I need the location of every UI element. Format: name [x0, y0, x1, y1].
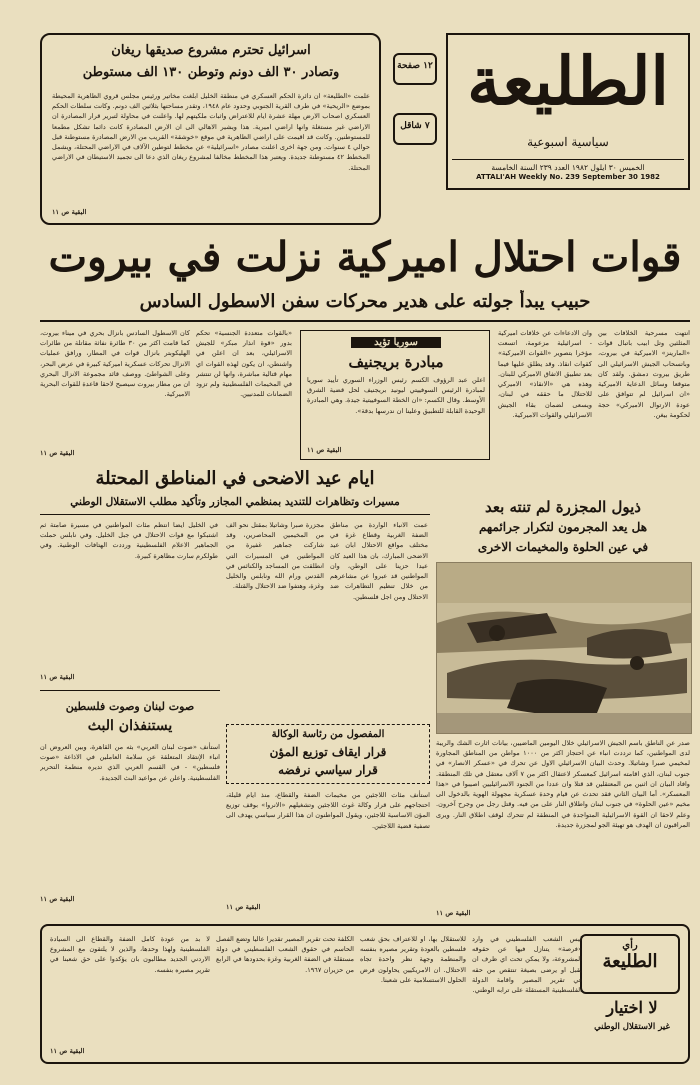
eid-headline: ايام عيد الاضحى في المناطق المحتلة — [95, 468, 375, 489]
main-more: البقية ص ١١ — [40, 449, 75, 457]
pages-count-box — [393, 53, 437, 85]
editorial-logo-top: رأي — [622, 940, 638, 951]
voice-more: البقية ص ١١ — [40, 895, 75, 903]
price-box — [393, 113, 437, 145]
syria-more: البقية ص ١١ — [307, 446, 342, 454]
unrwa-body: استأنف مئات اللاجئين من مخيمات الضفة والقطاع، منذ ايام قليلة، احتجاجهم على قرار وكالة غوث اللاجئين وتشغيلهم «الانروا» بوقف توزيع المؤن الاساسية للاجئين، ويقول المواطنون ان هذا القرار سياسي يهدف الى تصفية قضية اللاجئين. — [226, 791, 430, 830]
main-col-1: انتهت مسرحية الخلافات بين المثلثين وتل ابيب باتبال قوات «المارينز» الاميركية في بيروت، وباتسحاب الجيش الاسرائيلي الى طريق بيروت دمشق. ولقد كان متوقعا وسائل الدعاية الاميركية «ان اسرائيل لم تتوافق على عودة الارتوال الاميركي» حجة لحكومة بيغن. — [598, 329, 690, 419]
editorial-col-2: للاستقلال بها، او للاعتراف بحق شعب فلسطين بالعودة وتقرير مصيره بنفسه والمنظمة وجهة نظر واحدة تجاه الاحتلال. ان الامريكيين يحاولون فرض الحلول الاستسلامية على شعبنا. — [360, 935, 466, 984]
massacre-headline-3: في عين الحلوة والمخيمات الاخرى — [477, 540, 649, 554]
massacre-more: البقية ص ١١ — [436, 909, 471, 917]
masthead-date-en: ATTALI'AH Weekly No. 239 September 30 1982 — [476, 173, 660, 181]
massacre-photo-image — [437, 563, 691, 733]
editorial-logo — [580, 934, 680, 994]
masthead-title: الطليعة — [467, 42, 669, 120]
syria-headline: مبادرة بريجنيف — [348, 353, 444, 371]
editorial-lead-2: غير الاستقلال الوطني — [594, 1022, 670, 1032]
syria-kicker: سوريا تؤيد — [351, 337, 441, 348]
unrwa-headline-3: قرار سياسي نرفضه — [278, 763, 378, 777]
main-rule — [40, 320, 690, 322]
editorial-box — [40, 924, 690, 1064]
massacre-headline-1: ذيول المجزرة لم تنته بعد — [485, 498, 641, 516]
masthead-date-ar: الخميس ٣٠ ايلول ١٩٨٢ العدد ٢٣٩ السنة الخامسة — [452, 159, 684, 172]
settlement-story-box — [40, 33, 381, 225]
syria-box — [300, 330, 490, 460]
syria-body: اعلن عبد الرؤوف الكسم رئيس الوزراء السوري تأييد سوريا لمبادرة الرئيس السوفييتي ليونيد بريجنيف لحل قضية الشرق الأوسط. وقال الكسم: «ان الخطة السوفييتية جيدة. وهي المبادرة الوحيدة القابلة للتطبيق وعلينا ان ندرسها بدقة». — [307, 376, 485, 415]
massacre-headline-2: هل يعد المجرمون لتكرار جرائمهم — [478, 520, 648, 534]
editorial-col-1: ليس الشعب الفلسطيني في وارد «فرصة» يتنازل فيها عن حقوقه المشروعة، ولا يمكن تحت اي ظرف ان يقبل او يرضى بصيغة تنتقص من حقه في تقرير المصير واقامة الدولة الفلسطينية المستقلة على ترابه الوطني. — [472, 935, 582, 995]
main-headline: قوات احتلال اميركية نزلت في بيروت — [48, 233, 682, 281]
masthead-subtitle: سياسية اسبوعية — [527, 135, 609, 149]
main-col-2: وان الادعاءات عن خلافات اميركية - اسرائيلية مزعومة، اتسعت مؤخرا بتصوير «القوات الاميركية» كقوات انقاذ. وقد يطلق عليها فيما بعد تطبيق الاتفاق الاميركي للبنان. وهذه هي «الانقاذ» الاميركي للاحتلال ما حققه في لبنان، ويسعى لضمان بقاء الجيش الاسرائيلي والقوات الاميركية. — [498, 329, 592, 419]
unrwa-box — [226, 724, 430, 784]
massacre-photo — [436, 562, 692, 734]
voice-rule — [40, 690, 220, 691]
pages-count: ١٢ صفحة — [397, 61, 433, 71]
eid-rule — [40, 514, 430, 515]
masthead — [446, 33, 690, 190]
unrwa-headline-1: المفصول من رئاسة الوكالة — [271, 729, 385, 740]
main-subheadline: حبيب يبدأ جولته على هدير محركات سفن الاسطول السادس — [139, 291, 591, 312]
editorial-logo-name: الطليعة — [602, 951, 658, 972]
unrwa-headline-2: قرار ايقاف توزيع المؤن — [269, 745, 387, 759]
settlement-body: علمت «الطليعة» ان دائرة الحكم العسكري في منطقة الخليل ابلغت مخاتير ورئيس مجلس قروي الظاهرية المحيطة بموضع «الريحية» في طرف القرية الجنوبي وحدود عام ١٩٤٨، وتقدر مساحتها بثلاثين الف دونم. وكانت سلطات الحكم العسكري اصحاب الارض مهلة عشرة ايام للاعتراض واثبات ملكيتهم لها. واعلنت في محاولة لتبرير قرار المصادرة ان الاراضي غير مستغلة وانها اراضي اميرية. هذا ويشير الاهالي الى ان الارض المصادرة كانت دائما تشكل مطمعا للمستوطنين. وكانت قد اقيمت على اراضي الظاهرية في موقع «خوشقة» القريب من الارض المصادرة مستوطنة قبل حوالي ٤ سنوات. ومن جهة اخرى اعلنت مصادر «اسرائيلية» عن مخطط لتوطين الآلاف في الاراضي المحتلة، ويشمل المخطط ٤٢ مستوطنة جديدة. ويعتبر هذا المخطط مخالفا لمشروع ريغان الذي دعا الى تجميد الاستيطان في الاراضي المحتلة. — [52, 92, 370, 172]
voice-body: استأنف «صوت لبنان العربي» بثه من القاهرة، وبين العروض ان انباء الإنتقاد المتعلقة عن سلامة العاملين في الاذاعة «صوت فلسطين» - في القسم العربي الذي تديره منظمة التحرير الفلسطينية. واعلن عن مواعيد البث الجديدة. — [40, 743, 220, 782]
settlement-headline-2: وتصادر ٣٠ الف دونم وتوطن ١٣٠ الف مستوطن — [82, 65, 340, 80]
main-col-4: كان الاسطول السادس بانزال بحري في ميناء بيروت، كما قامت اكثر من ٣٠ طائرة نفاثة مقاتلة من طائرات الهليكوبتر بانزال قوات في المطار، ورافق عمليات الانزال تحركات عسكرية اميركية كبيرة في عرض البحر، وعلى الشواطئ. ووصف قائد مجموعة الانزال البحري ان من مطار بيروت سيصبح لاحقا قاعدة للقوات البحرية الاميركية. — [40, 329, 190, 399]
settlement-headline-1: اسرائيل تحترم مشروع صديقها ريغان — [111, 43, 311, 58]
settlement-more: البقية ص ١١ — [52, 208, 87, 216]
eid-subheadline: مسيرات وتظاهرات للتنديد بمنظمي المجازر وتأكيد مطلب الاستقلال الوطني — [70, 496, 400, 508]
voice-headline-2: يستنفذان البث — [87, 718, 173, 734]
voice-headline-1: صوت لبنان وصوت فلسطين — [65, 700, 195, 713]
eid-col-3: في الخليل ايضا انتظم مئات المواطنين في مسيرة صامتة ثم اشتبكوا مع قوات الاحتلال في جبل الخليل. وفي نابلس حملت الجماهير الاعلام الفلسطينية ورددت الهتافات الوطنية. وفي طولكرم سارت مظاهرة كبيرة. — [40, 521, 218, 560]
unrwa-more: البقية ص ١١ — [226, 903, 261, 911]
massacre-caption: صدر عن الناطق باسم الجيش الاسرائيلي خلال اليومين الماضيين، بيانات اثارت الشك والريبة لدى المواطنين، كما ترددت انباء عن احتجاز اكثر من ١٠٠٠ مواطن من المناطق المجاورة لمخيمي صبرا وشاتيلا. وحدث البيان الاسرائيلي الاول عن تحرك في «عسكر الانصار» في جنوب لبنان، الذي اقامته اسرائيل كمعسكر لاعتقال اكثر من ٧ آلاف معتقل في تلك المنطقة. وافاد البيان ان اثنين من المعتقلين قد قتلا وان عددا من الجنود الاسرائيليين اصيبوا في «هذا المعسكر». أما البيان الثاني فقد تحدث عن قيام وحدة عسكرية مجهولة الهوية بالدخول الى مخيم «عين الحلوة» في جنوب لبنان واطلاق النار على من فيه. وقتل رجل من وجرح آخرون. وعلم لاحقا ان القوة الاسرائيلية المتواجدة في المنطقة لم تتحرك لوقف اطلاق النار. ويرى المراقبون ان الهدف هو تهيئة الجو لمجزرة جديدة. — [436, 739, 690, 829]
main-col-3: «بالقوات متعددة الجنسية» تحكم بدور «قوة انذار مبكر» للجيش الاسرائيلي، بعد ان اعلن في واشنطن، ان يكون لهذه القوات اي مهام قتالية مباشرة، وانها لن تنتشر في المخيمات الفلسطينية ولم تزود الضمانات للمدنيين. — [196, 329, 292, 399]
editorial-lead-1: لا اختيار — [606, 998, 658, 1017]
editorial-col-4: لا بد من عودة كامل الضفة والقطاع الى السيادة الفلسطينية ولهذا وحدها، والذين لا يلتقون مع المشروع الاردني الجديد مطالبون بان يؤكدوا على حق شعبنا في تقرير مصيره بنفسه. — [50, 935, 210, 974]
eid-col-2: مجزرة صبرا وشاتيلا بمقتل نحو الف من المخيمين المحاصرين، وقد شاركت جماهير غفيرة من المواطنين في المسيرات التي انطلقت من المساجد والكنائس في القدس ورام الله ونابلس والخليل وغزة، وهتفوا ضد الاحتلال والقتلة. — [226, 521, 324, 591]
price: ٧ شاقل — [400, 121, 430, 131]
eid-more: البقية ص ١١ — [40, 673, 75, 681]
eid-col-1: عمت الانباء الواردة من مناطق الضفة الغربية وقطاع غزة في مختلف مواقع الاحتلال ابان عيد الاضحى المبارك، بان هذا العيد كان عيدا حزينا على الوطن، وان المواطنين قد عبروا عن مشاعرهم من خلال تنظيم التظاهرات ضد الاحتلال ومن اجل فلسطين. — [330, 521, 428, 601]
editorial-more: البقية ص ١١ — [50, 1047, 85, 1055]
editorial-col-3: الكلفة تحت تقرير المصير تقديرا عاليا وتضع الفصل الحاسم في حقوق الشعب الفلسطيني في دولة مستقلة في الضفة الغربية وغزة بحدودها في الرابع من حزيران ١٩٦٧. — [216, 935, 354, 974]
